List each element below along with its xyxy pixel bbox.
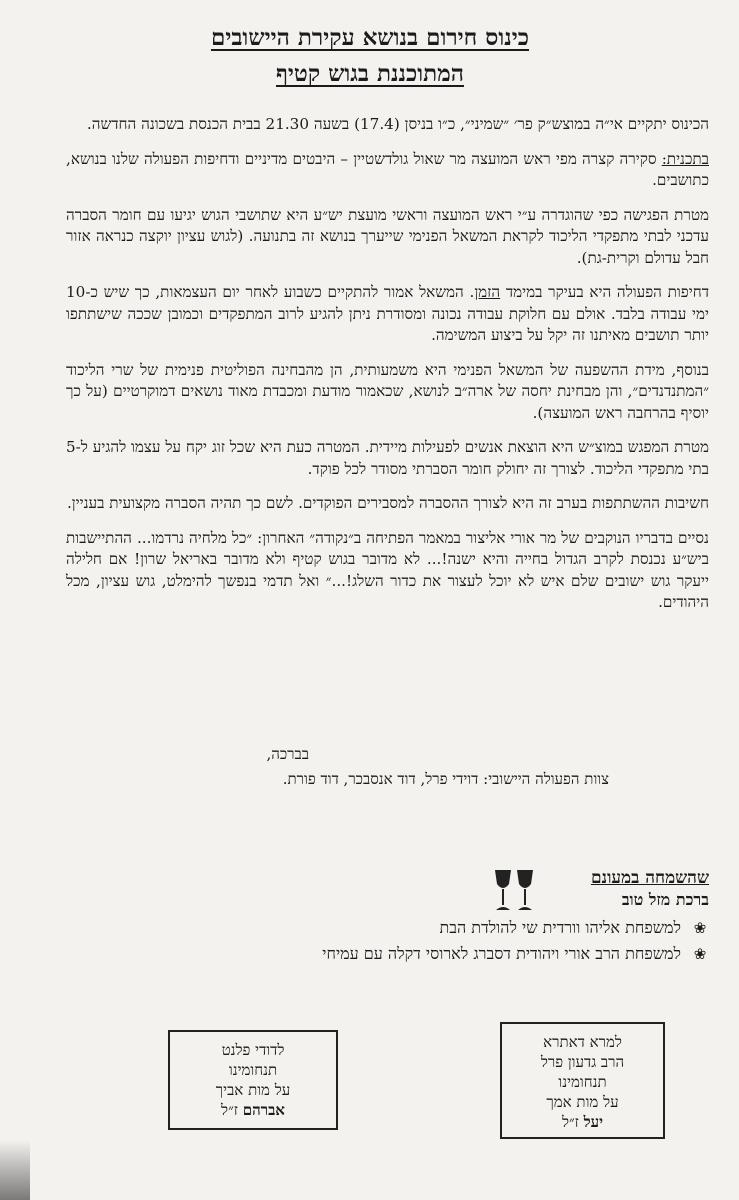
honorific: ז״ל <box>221 1101 243 1119</box>
article-body <box>66 114 709 627</box>
celebration-text: למשפחת אליהו וורדית שי להולדת הבת <box>439 918 681 937</box>
paragraph-6: מטרת המפגש במוצ״ש היא הוצאת אנשים לפעילות מיידית. המטרה כעת היא שכל זוג יקח על עצמו להגיע ל-5 בתי מתפקדי הליכוד. לצורך זה יחולק חומר הסברתי מסודר לכל פוקד. <box>66 438 709 478</box>
deceased-name: יעל <box>583 1113 604 1131</box>
paragraph-4-part-c: . המשאל אמור להתקיים כשבוע לאחר יום העצמאות, כך שיש כ-10 ימי עבודה בלבד. אולם עם חלוקת עבודה נכונה ומסודרת ניתן להגיע לרוב המתפקדים וכמובן שככה שישתתפו יותר תושבים מאיתנו זה יקל על ביצוע המשימה. <box>66 283 709 344</box>
condolence-line: על מות אמך <box>546 1093 619 1111</box>
celebrations-section <box>239 868 709 964</box>
condolence-name-line <box>170 1100 336 1120</box>
flower-bullet-icon: ❀ <box>693 919 707 937</box>
program-label: בתכנית: <box>661 149 709 168</box>
closing-greeting: בברכה, <box>266 745 309 763</box>
honorific: ז״ל <box>561 1113 584 1131</box>
condolence-line: לדודי פלנט <box>221 1041 285 1059</box>
condolence-line: למרא דאתרא <box>543 1033 622 1051</box>
paragraph-8: נסיים בדבריו הנוקבים של מר אורי אליצור במאמר הפתיחה ב״נקודה״ האחרון: ״כל מלחיה נרדמו... ההתיישבות ביש״ע נכנסת לקרב הגדול בחייה והיא ישנה!... לא מדובר בגוש קטיף ולא מדובר באריאל שרון! אם חלילה ייעקר גוש ישובים שלם איש לא יוכל לעצור את כדור השלג!...״ ואל תדמי בנפשך להימלט, גוש עציון, מכל היהודים. <box>66 528 709 611</box>
paragraph-4-emphasis: הזמן <box>474 283 501 301</box>
scan-shadow <box>0 1140 30 1200</box>
condolence-line: הרב גדעון פרל <box>540 1053 625 1071</box>
celebration-item <box>239 918 709 938</box>
paragraph-2 <box>66 149 709 192</box>
flower-bullet-icon: ❀ <box>693 945 707 963</box>
signature-line: צוות הפעולה היישובי: דוידי פרל, דוד אנסבכר, דוד פורת. <box>282 770 609 788</box>
condolence-line: תנחומינו <box>558 1073 607 1091</box>
paragraph-3: מטרת הפגישה כפי שהוגדרה ע״י ראש המועצה וראשי מועצת יש״ע היא שתושבי הגוש יגיעו עם חומר הסברה עדכני לבתי מתפקדי הליכוד לקראת המשאל הפנימי שייערך בנושא זה בתנועה. (לגוש עציון יוקצה כנראה אזור חבל עדולם וקרית-גת). <box>66 205 709 267</box>
paragraph-4-part-a: דחיפות הפעולה היא בעיקר במימד <box>500 283 709 301</box>
condolence-box-right <box>500 1022 665 1139</box>
celebration-item <box>239 944 709 964</box>
condolence-line: על מות אביך <box>215 1081 291 1099</box>
page-title-line-2: המתוכננת בגוש קטיף <box>275 60 464 87</box>
celebrations-heading: שהשמחה במעונם <box>590 868 709 888</box>
paragraph-7: חשיבות ההשתתפות בערב זה היא לצורך ההסברה למסבירים הפוקדים. לשם כך תהיה הסברה מקצועית בעניין. <box>66 494 709 512</box>
paragraph-5: בנוסף, מידת ההשפעה של המשאל הפנימי היא משמעותית, הן מהבחינה הפוליטית פנימית של שרי הליכוד ״המתנדנדים״, והן מבחינת יחסה של ארה״ב לנושא, שכאמור מודעת ומכבדת מאוד נושאים דמוקרטיים (על כך יוסיף בהרחבה ראש המועצה). <box>66 360 709 422</box>
condolence-line: תנחומינו <box>228 1061 278 1079</box>
celebrations-subheading: ברכת מזל טוב <box>621 890 709 909</box>
condolence-box-left <box>168 1030 338 1130</box>
page-title-line-1: כינוס חירום בנושא עקירת היישובים <box>210 24 530 51</box>
deceased-name: אברהם <box>242 1101 285 1119</box>
paragraph-1: הכינוס יתקיים אי״ה במוצש״ק פר׳ ״שמיני״, כ״ו בניסן (17.4) בשעה 21.30 בבית הכנסת בשכונה החדשה. <box>86 115 709 133</box>
program-text: סקירה קצרה מפי ראש המועצה מר שאול גולדשטיין – היבטים מדיניים ודחיפות הפעולה שלנו בנושא, כתושבים. <box>66 149 709 189</box>
celebration-text: למשפחת הרב אורי ויהודית דסברג לארוסי דקלה עם עמיחי <box>322 944 681 963</box>
paragraph-4 <box>66 282 709 347</box>
condolence-name-line <box>502 1112 663 1132</box>
